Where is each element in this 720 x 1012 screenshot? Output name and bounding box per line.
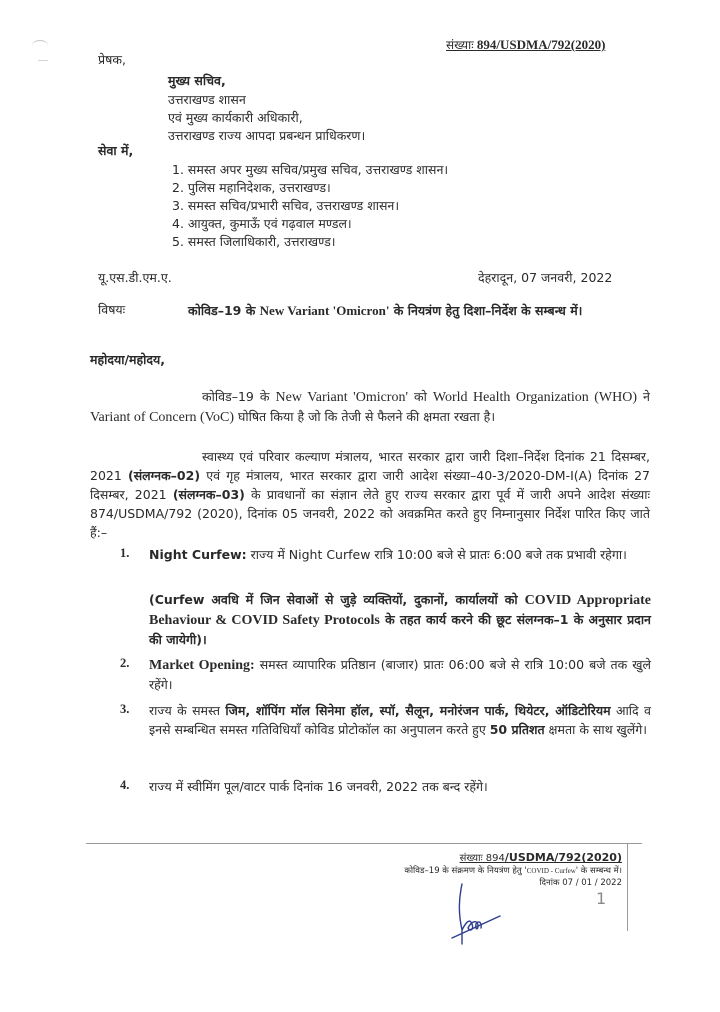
footer-rule-vertical bbox=[627, 843, 628, 931]
text-run: घोषित किया है जो कि तेजी से फैलने की क्षमता रखता है। bbox=[234, 409, 496, 424]
text-run: एवं गृह मंत्रालय, भारत सरकार द्वारा जारी आदेश संख्या–40-3/2020-DM-I(A) दिनांक 27 दिसम्बर, 2021 bbox=[90, 468, 650, 502]
footer-date: दिनांक 07 / 01 / 2022 bbox=[539, 878, 622, 888]
annexure-ref: (संलग्नक–02) bbox=[127, 468, 201, 483]
directive-number: 1. bbox=[120, 546, 130, 560]
directive-swimming-pool: राज्य में स्वीमिंग पूल/वाटर पार्क दिनांक 16 जनवरी, 2022 तक बन्द रहेंगे। bbox=[149, 779, 488, 794]
footer-ref-code: /USDMA/792(2020) bbox=[504, 851, 622, 864]
directive-note bbox=[149, 590, 651, 649]
directive-text: राज्य में Night Curfew रात्रि 10:00 बजे से प्रातः 6:00 बजे तक प्रभावी रहेगा। bbox=[246, 547, 627, 562]
subject-label: विषयः bbox=[98, 302, 126, 317]
directive-title: Night Curfew: bbox=[149, 547, 247, 562]
paragraph-reference bbox=[90, 447, 650, 542]
text-run: COVID Appropriate Behaviour & COVID Safety Protocols bbox=[149, 593, 651, 628]
reference-number bbox=[446, 36, 605, 53]
directive-venues bbox=[149, 701, 651, 739]
venue-list: जिम, शॉपिंग मॉल सिनेमा हॉल, स्पॉ, सैलून, मनोरंजन पार्क, थियेटर, ऑडिटोरियम bbox=[225, 703, 611, 718]
recipient-item: 2. पुलिस महानिदेशक, उत्तराखण्ड। bbox=[172, 180, 331, 195]
salutation: महोदया/महोदय, bbox=[90, 352, 166, 367]
scan-mark bbox=[32, 40, 48, 51]
reference-code: 894/USDMA/792(2020) bbox=[476, 37, 606, 52]
sender-line: एवं मुख्य कार्यकारी अधिकारी, bbox=[168, 110, 303, 125]
text-run: कोविड–19 के संक्रमण के नियत्रंण हेतु ' bbox=[404, 866, 527, 876]
subject-part: के नियत्रंण हेतु दिशा–निर्देश के सम्बन्ध में। bbox=[389, 303, 583, 318]
footer-ref-label: संख्याः 894 bbox=[459, 853, 505, 864]
paragraph-intro bbox=[90, 387, 650, 427]
place-date: देहरादून, 07 जनवरी, 2022 bbox=[478, 270, 613, 285]
subject-text bbox=[188, 301, 654, 320]
text-run: New Variant 'Omicron' bbox=[275, 390, 408, 405]
sender-label: प्रेषक, bbox=[98, 52, 126, 67]
directive-night-curfew bbox=[149, 545, 651, 564]
text-run: आदि व इनसे सम्बन्धित समस्त गतिविधियाँ कोविड प्रोटोकॉल का अनुपालन करते हुए bbox=[149, 703, 651, 737]
recipients-label: सेवा में, bbox=[98, 143, 134, 158]
sender-line: मुख्य सचिव, bbox=[168, 73, 226, 88]
directive-title: Market Opening: bbox=[149, 658, 255, 673]
recipient-item: 3. समस्त सचिव/प्रभारी सचिव, उत्तराखण्ड शासन। bbox=[172, 198, 400, 213]
sender-line: उत्तराखण्ड राज्य आपदा प्रबन्धन प्राधिकरण। bbox=[168, 128, 366, 143]
directive-text: समस्त व्यापारिक प्रतिष्ठान (बाजार) प्रातः 06:00 बजे से रात्रि 10:00 बजे तक खुले रहेंगे। bbox=[149, 657, 651, 692]
recipient-item: 5. समस्त जिलाधिकारी, उत्तराखण्ड। bbox=[172, 234, 336, 249]
text-run: के तहत कार्य करने की छूट संलग्नक–1 के अनुसार प्रदान की जायेगी)। bbox=[149, 612, 651, 647]
recipient-item: 4. आयुक्त, कुमाऊँ एवं गढ़वाल मण्डल। bbox=[172, 216, 352, 231]
directive-number: 3. bbox=[120, 702, 130, 716]
scan-mark bbox=[38, 60, 48, 61]
capacity-percent: 50 प्रतिशत bbox=[489, 722, 545, 737]
text-run: क्षमता के साथ खुलेंगे। bbox=[544, 722, 648, 737]
reference-label: संख्याः bbox=[446, 38, 474, 52]
subject-variant: New Variant 'Omicron' bbox=[259, 303, 390, 318]
page-number: 1 bbox=[596, 889, 607, 908]
office-code: यू.एस.डी.एम.ए. bbox=[98, 270, 172, 285]
text-run: (Curfew अवधि में जिन सेवाओं से जुड़े व्यक्तियों, दुकानों, कार्यालयों को bbox=[149, 592, 525, 607]
text-run: World Health Organization (WHO) bbox=[432, 390, 638, 405]
text-run: राज्य के समस्त bbox=[149, 703, 226, 718]
text-run: Variant of Concern (VoC) bbox=[90, 410, 234, 425]
subject-part: कोविड–19 के bbox=[188, 303, 260, 318]
directive-number: 4. bbox=[120, 778, 130, 792]
text-run: स्वास्थ्य एवं परिवार कल्याण मंत्रालय, भारत सरकार द्वारा जारी दिशा–निर्देश दिनांक 21 दिसम्बर, 2021 bbox=[90, 449, 650, 483]
footer-rule bbox=[86, 843, 642, 844]
text-run: COVID - Curfew bbox=[526, 867, 576, 875]
signature bbox=[448, 880, 518, 950]
text-run: के प्रावधानों का संज्ञान लेते हुए राज्य सरकार द्वारा पूर्व में जारी अपने आदेश संख्याः 874/USDMA/792 (2020), दिनांक 05 जनवरी, 2022 को अवक्रमित करते हुए निम्नानुसार निर्देश पारित किए जाते हैं:– bbox=[90, 487, 650, 540]
footer-subject bbox=[404, 865, 622, 876]
text-run: को bbox=[408, 389, 433, 404]
directive-market-opening bbox=[149, 655, 651, 694]
recipient-item: 1. समस्त अपर मुख्य सचिव/प्रमुख सचिव, उत्तराखण्ड शासन। bbox=[172, 162, 449, 177]
text-run: ' के सम्बन्ध में। bbox=[575, 866, 622, 876]
footer-reference bbox=[460, 850, 622, 864]
directive-number: 2. bbox=[120, 656, 130, 670]
text-run: ने bbox=[637, 389, 650, 404]
sender-line: उत्तराखण्ड शासन bbox=[168, 92, 246, 107]
text-run: कोविड–19 के bbox=[202, 389, 276, 404]
annexure-ref: (संलग्नक–03) bbox=[172, 487, 245, 502]
